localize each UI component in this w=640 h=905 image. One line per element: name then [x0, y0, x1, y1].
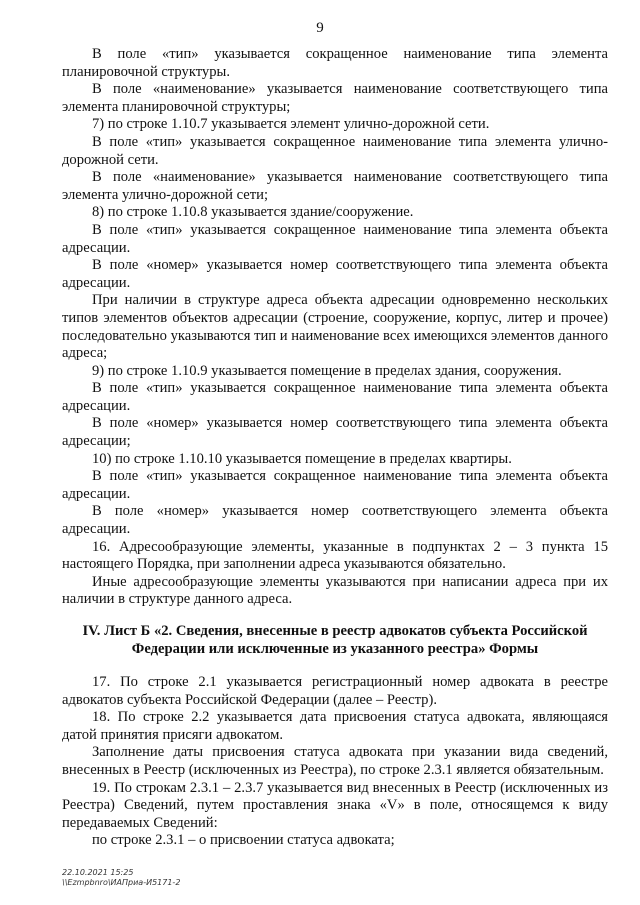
- paragraph: В поле «номер» указывается номер соответствующего элемента объекта адресации.: [62, 503, 608, 538]
- paragraph: В поле «номер» указывается номер соответствующего типа элемента объекта адресации.: [62, 257, 608, 291]
- paragraph: В поле «тип» указывается сокращенное наименование типа элемента объекта адресации.: [62, 380, 608, 414]
- section-heading: IV. Лист Б «2. Сведения, внесенные в реестр адвокатов субъекта Российской Федерации или исключенные из указанного реестра» Формы: [82, 623, 588, 657]
- paragraph: В поле «тип» указывается сокращенное наименование типа элемента объекта адресации.: [62, 221, 608, 256]
- paragraph: 8) по строке 1.10.8 указывается здание/сооружение.: [92, 204, 414, 221]
- paragraph: Заполнение даты присвоения статуса адвоката при указании вида сведений, внесенных в Реестр (исключенных из Реестра), по строке 2.3.1 является обязательным.: [62, 744, 608, 778]
- paragraphs-before: [62, 46, 608, 609]
- paragraph: В поле «тип» указывается сокращенное наименование типа элемента планировочной структуры.: [62, 46, 608, 80]
- paragraph: При наличии в структуре адреса объекта адресации одновременно нескольких типов элементов объектов адресации (строение, сооружение, корпус, литер и прочее) последовательно указываются тип и наименование всех имеющихся элементов данного адреса;: [62, 292, 608, 362]
- paragraph: 16. Адресообразующие элементы, указанные в подпунктах 2 – 3 пункта 15 настоящего Порядка, при заполнении адреса указываются обязательно.: [62, 538, 608, 573]
- paragraph: 7) по строке 1.10.7 указывается элемент улично-дорожной сети.: [92, 116, 490, 133]
- paragraph: В поле «наименование» указывается наименование соответствующего типа элемента планировочной структуры;: [62, 81, 608, 115]
- footer-file-path: \\Ezmpbnro\ИАПриа-И5171-2: [62, 878, 181, 887]
- paragraph: 18. По строке 2.2 указывается дата присвоения статуса адвоката, являющаяся датой принятия присяги адвокатом.: [62, 709, 608, 743]
- paragraphs-after: [62, 674, 608, 850]
- document-body: [62, 46, 608, 850]
- paragraph: В поле «тип» указывается сокращенное наименование типа элемента улично-дорожной сети.: [62, 133, 608, 168]
- paragraph: 17. По строке 2.1 указывается регистрационный номер адвоката в реестре адвокатов субъекта Российской Федерации (далее – Реестр).: [62, 674, 608, 708]
- paragraph: Иные адресообразующие элементы указываются при написании адреса при их наличии в структуре данного адреса.: [62, 573, 608, 608]
- paragraph: 19. По строкам 2.3.1 – 2.3.7 указывается вид внесенных в Реестр (исключенных из Реестра) Сведений, путем проставления знака «V» в поле, относящемся к виду передаваемых Сведений:: [62, 779, 608, 831]
- document-footer: [62, 868, 180, 888]
- page-number: 9: [316, 20, 324, 36]
- paragraph: В поле «номер» указывается номер соответствующего типа элемента объекта адресации;: [62, 415, 608, 450]
- paragraph: В поле «тип» указывается сокращенное наименование типа элемента объекта адресации.: [62, 468, 608, 502]
- paragraph: 9) по строке 1.10.9 указывается помещение в пределах здания, сооружения.: [92, 362, 562, 379]
- paragraph: В поле «наименование» указывается наименование соответствующего типа элемента улично-дорожной сети;: [62, 169, 608, 203]
- paragraph: по строке 2.3.1 – о присвоении статуса адвоката;: [92, 832, 395, 849]
- paragraph: 10) по строке 1.10.10 указывается помещение в пределах квартиры.: [92, 450, 512, 467]
- footer-timestamp: 22.10.2021 15:25: [62, 868, 134, 877]
